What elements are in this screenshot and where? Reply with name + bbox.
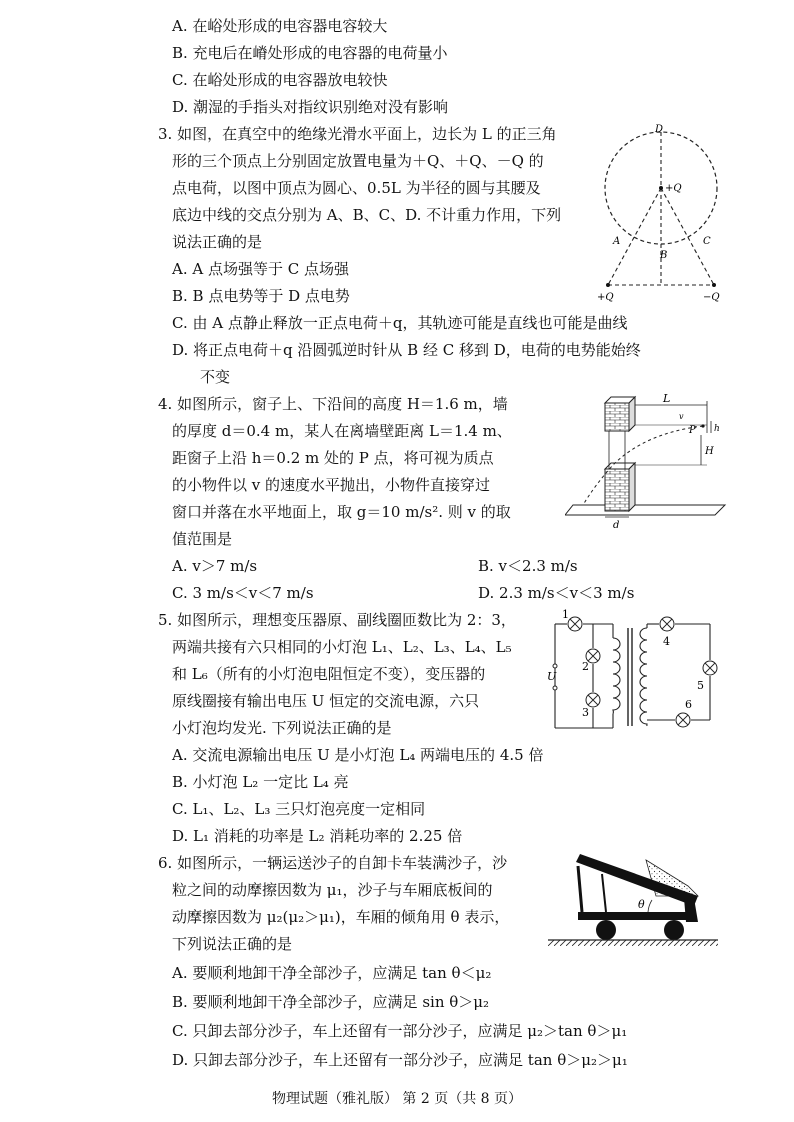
q4-label-p: P (689, 425, 696, 436)
q2-option-b: B. 充电后在嵴处形成的电容器的电荷量小 (172, 44, 448, 62)
q5-stem-line: 两端共接有六只相同的小灯泡 L₁、L₂、L₃、L₄、L₅ (172, 638, 512, 656)
q3-option-a: A. A 点场强等于 C 点场强 (172, 260, 349, 278)
q2-option-c: C. 在峪处形成的电容器放电较快 (172, 71, 388, 89)
q3-option-b: B. B 点电势等于 D 点电势 (172, 287, 350, 305)
q4-label-l: L (663, 393, 671, 405)
q5-lamp-label: 1 (562, 608, 569, 621)
q5-label-u: U (547, 670, 557, 683)
q5-stem-line: 和 L₆（所有的小灯泡电阻恒定不变），变压器的 (172, 665, 486, 683)
q5-stem-line: 5. 如图所示，理想变压器原、副线圈匝数比为 2：3， (158, 611, 516, 629)
q5-option-a: A. 交流电源输出电压 U 是小灯泡 L₄ 两端电压的 4.5 倍 (172, 746, 544, 764)
q4-label-v: v (679, 412, 684, 421)
q6-option-c: C. 只卸去部分沙子，车上还留有一部分沙子，应满足 μ₂＞tan θ＞μ₁ (172, 1022, 628, 1040)
q6-option-b: B. 要顺利地卸干净全部沙子，应满足 sin θ＞μ₂ (172, 993, 490, 1011)
q6-stem-line: 6. 如图所示，一辆运送沙子的自卸卡车装满沙子，沙 (158, 854, 508, 872)
q2-option-a: A. 在峪处形成的电容器电容较大 (172, 17, 388, 35)
q3-label-d: D (655, 124, 664, 135)
q4-stem-line: 距窗子上沿 h＝0.2 m 处的 P 点，将可视为质点 (172, 449, 494, 467)
q6-option-a: A. 要顺利地卸干净全部沙子，应满足 tan θ＜μ₂ (172, 964, 492, 982)
q4-label-hh: H (705, 446, 714, 457)
q5-option-b: B. 小灯泡 L₂ 一定比 L₄ 亮 (172, 773, 349, 791)
q5-lamp-label: 6 (685, 698, 692, 711)
q3-stem-line: 3. 如图，在真空中的绝缘光滑水平面上，边长为 L 的正三角 (158, 125, 557, 143)
q2-option-d: D. 潮湿的手指头对指纹识别绝对没有影响 (172, 98, 449, 116)
q3-label-top-charge: +Q (665, 183, 682, 194)
q4-label-h: h (714, 424, 720, 434)
q6-label-theta: θ (638, 898, 645, 911)
q6-stem-line: 粒之间的动摩擦因数为 μ₁，沙子与车厢底板间的 (172, 881, 493, 899)
q3-stem-line: 形的三个顶点上分别固定放置电量为＋Q、＋Q、－Q 的 (172, 152, 544, 170)
q5-transformer-circuit-figure (545, 608, 725, 740)
q5-option-d: D. L₁ 消耗的功率是 L₂ 消耗功率的 2.25 倍 (172, 827, 463, 845)
q4-option-c: C. 3 m/s＜v＜7 m/s (172, 584, 314, 602)
page-footer: 物理试题（雅礼版） 第 2 页（共 8 页） (271, 1091, 523, 1107)
q4-stem-line: 值范围是 (172, 530, 233, 548)
q3-label-left-charge: +Q (597, 292, 614, 303)
q6-dump-truck-figure (548, 850, 728, 950)
q4-stem-line: 4. 如图所示，窗子上、下沿间的高度 H＝1.6 m，墙 (158, 395, 508, 413)
q6-stem-line: 下列说法正确的是 (172, 935, 293, 953)
q4-option-a: A. v＞7 m/s (172, 557, 258, 575)
q5-lamp-label: 2 (582, 660, 589, 673)
q5-stem-line: 小灯泡均发光. 下列说法正确的是 (172, 719, 392, 737)
q5-lamp-label: 4 (663, 635, 670, 648)
q3-charge-triangle-figure (595, 120, 735, 305)
q4-option-d: D. 2.3 m/s＜v＜3 m/s (478, 584, 635, 602)
q3-label-right-charge: −Q (703, 292, 720, 303)
q3-stem-line: 说法正确的是 (172, 233, 263, 251)
q3-label-b: B (660, 250, 668, 261)
q3-stem-line: 点电荷，以图中顶点为圆心、0.5L 为半径的圆与其腰及 (172, 179, 541, 197)
q5-stem-line: 原线圈接有输出电压 U 恒定的交流电源，六只 (172, 692, 480, 710)
q3-stem-line: 底边中线的交点分别为 A、B、C、D. 不计重力作用，下列 (172, 206, 562, 224)
q3-label-c: C (703, 236, 711, 247)
q5-option-c: C. L₁、L₂、L₃ 三只灯泡亮度一定相同 (172, 800, 426, 818)
q3-label-a: A (613, 236, 621, 247)
q3-option-c: C. 由 A 点静止释放一正点电荷＋q，其轨迹可能是直线也可能是曲线 (172, 314, 628, 332)
q4-option-b: B. v＜2.3 m/s (478, 557, 578, 575)
q4-stem-line: 的厚度 d＝0.4 m，某人在离墙壁距离 L＝1.4 m、 (172, 422, 512, 440)
q5-lamp-label: 3 (582, 706, 589, 719)
q3-option-d-cont: 不变 (200, 368, 231, 386)
q6-stem-line: 动摩擦因数为 μ₂(μ₂＞μ₁)，车厢的倾角用 θ 表示， (172, 908, 510, 926)
q6-option-d: D. 只卸去部分沙子，车上还留有一部分沙子，应满足 tan θ＞μ₂＞μ₁ (172, 1051, 628, 1069)
q3-option-d: D. 将正点电荷＋q 沿圆弧逆时针从 B 经 C 移到 D，电荷的电势能始终 (172, 341, 641, 359)
q4-window-wall-figure (565, 393, 735, 531)
q4-stem-line: 的小物件以 v 的速度水平抛出，小物件直接穿过 (172, 476, 491, 494)
q4-stem-line: 窗口并落在水平地面上，取 g＝10 m/s². 则 v 的取 (172, 503, 511, 521)
q5-lamp-label: 5 (697, 679, 704, 692)
q4-label-d: d (613, 520, 620, 531)
